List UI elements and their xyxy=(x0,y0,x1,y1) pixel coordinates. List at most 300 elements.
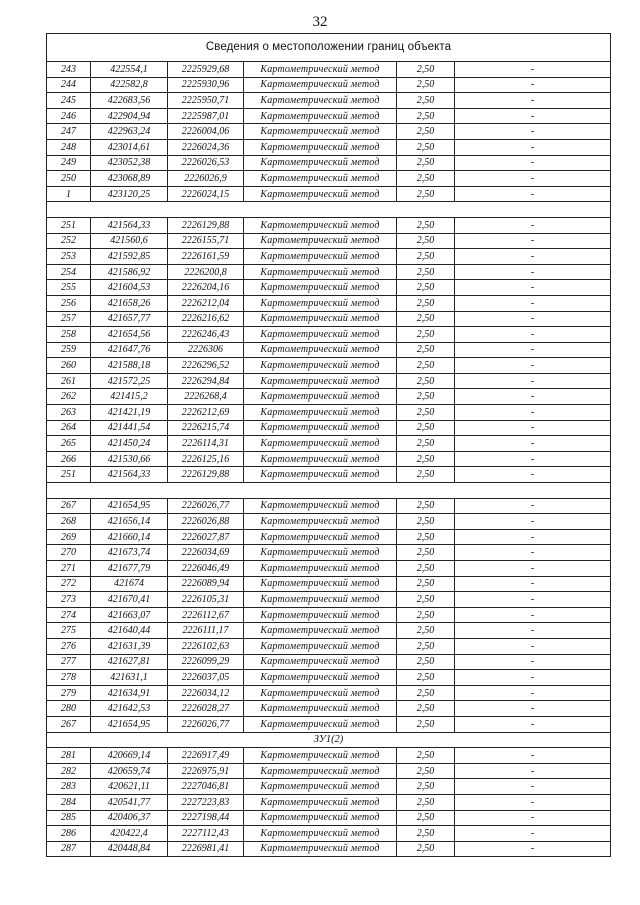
y-coordinate-cell: 2226024,36 xyxy=(168,139,244,155)
point-number-cell: 253 xyxy=(47,249,91,265)
x-coordinate-cell: 421450,24 xyxy=(91,436,168,452)
y-coordinate-cell: 2226981,41 xyxy=(168,841,244,857)
method-cell: Картометрический метод xyxy=(244,77,397,93)
precision-cell: 2,50 xyxy=(397,685,455,701)
precision-cell: 2,50 xyxy=(397,607,455,623)
x-coordinate-cell: 421654,56 xyxy=(91,327,168,343)
y-coordinate-cell: 2227223,83 xyxy=(168,794,244,810)
note-cell: - xyxy=(455,763,611,779)
x-coordinate-cell: 421674 xyxy=(91,576,168,592)
point-number-cell: 1 xyxy=(47,186,91,202)
note-cell: - xyxy=(455,498,611,514)
x-coordinate-cell: 420621,11 xyxy=(91,779,168,795)
note-cell: - xyxy=(455,62,611,78)
y-coordinate-cell: 2226212,04 xyxy=(168,295,244,311)
note-cell: - xyxy=(455,186,611,202)
table-row xyxy=(47,217,611,233)
point-number-cell: 263 xyxy=(47,405,91,421)
method-cell: Картометрический метод xyxy=(244,62,397,78)
x-coordinate-cell: 422554,1 xyxy=(91,62,168,78)
note-cell: - xyxy=(455,685,611,701)
table-row xyxy=(47,311,611,327)
table-row xyxy=(47,186,611,202)
y-coordinate-cell: 2225950,71 xyxy=(168,93,244,109)
point-number-cell: 268 xyxy=(47,514,91,530)
y-coordinate-cell: 2226268,4 xyxy=(168,389,244,405)
x-coordinate-cell: 420669,14 xyxy=(91,748,168,764)
precision-cell: 2,50 xyxy=(397,264,455,280)
y-coordinate-cell: 2226129,88 xyxy=(168,467,244,483)
note-cell: - xyxy=(455,295,611,311)
note-cell: - xyxy=(455,701,611,717)
note-cell: - xyxy=(455,451,611,467)
table-row xyxy=(47,748,611,764)
point-number-cell: 261 xyxy=(47,373,91,389)
y-coordinate-cell: 2225930,96 xyxy=(168,77,244,93)
y-coordinate-cell: 2226037,05 xyxy=(168,670,244,686)
point-number-cell: 280 xyxy=(47,701,91,717)
y-coordinate-cell: 2226294,84 xyxy=(168,373,244,389)
table-row xyxy=(47,763,611,779)
table-row xyxy=(47,373,611,389)
y-coordinate-cell: 2226111,17 xyxy=(168,623,244,639)
point-number-cell: 274 xyxy=(47,607,91,623)
precision-cell: 2,50 xyxy=(397,405,455,421)
method-cell: Картометрический метод xyxy=(244,467,397,483)
x-coordinate-cell: 421441,54 xyxy=(91,420,168,436)
note-cell: - xyxy=(455,436,611,452)
x-coordinate-cell: 421604,53 xyxy=(91,280,168,296)
point-number-cell: 248 xyxy=(47,139,91,155)
point-number-cell: 269 xyxy=(47,529,91,545)
note-cell: - xyxy=(455,779,611,795)
method-cell: Картометрический метод xyxy=(244,810,397,826)
note-cell: - xyxy=(455,607,611,623)
table-row xyxy=(47,592,611,608)
table-row xyxy=(47,77,611,93)
method-cell: Картометрический метод xyxy=(244,794,397,810)
x-coordinate-cell: 421592,85 xyxy=(91,249,168,265)
y-coordinate-cell: 2226102,63 xyxy=(168,638,244,654)
note-cell: - xyxy=(455,545,611,561)
precision-cell: 2,50 xyxy=(397,841,455,857)
method-cell: Картометрический метод xyxy=(244,623,397,639)
method-cell: Картометрический метод xyxy=(244,685,397,701)
y-coordinate-cell: 2226034,69 xyxy=(168,545,244,561)
table-row xyxy=(47,264,611,280)
y-coordinate-cell: 2226306 xyxy=(168,342,244,358)
blank-separator-row xyxy=(47,202,611,218)
x-coordinate-cell: 420448,84 xyxy=(91,841,168,857)
point-number-cell: 273 xyxy=(47,592,91,608)
y-coordinate-cell: 2226125,16 xyxy=(168,451,244,467)
method-cell: Картометрический метод xyxy=(244,358,397,374)
table-row xyxy=(47,498,611,514)
note-cell: - xyxy=(455,139,611,155)
note-cell: - xyxy=(455,155,611,171)
note-cell: - xyxy=(455,529,611,545)
y-coordinate-cell: 2227198,44 xyxy=(168,810,244,826)
precision-cell: 2,50 xyxy=(397,701,455,717)
method-cell: Картометрический метод xyxy=(244,342,397,358)
method-cell: Картометрический метод xyxy=(244,545,397,561)
table-title-row xyxy=(47,34,611,62)
point-number-cell: 244 xyxy=(47,77,91,93)
point-number-cell: 265 xyxy=(47,436,91,452)
x-coordinate-cell: 420659,74 xyxy=(91,763,168,779)
precision-cell: 2,50 xyxy=(397,561,455,577)
table-row xyxy=(47,841,611,857)
y-coordinate-cell: 2226026,9 xyxy=(168,171,244,187)
note-cell: - xyxy=(455,467,611,483)
point-number-cell: 279 xyxy=(47,685,91,701)
table-row xyxy=(47,810,611,826)
note-cell: - xyxy=(455,93,611,109)
x-coordinate-cell: 421660,14 xyxy=(91,529,168,545)
x-coordinate-cell: 421586,92 xyxy=(91,264,168,280)
point-number-cell: 283 xyxy=(47,779,91,795)
x-coordinate-cell: 421642,53 xyxy=(91,701,168,717)
table-row xyxy=(47,514,611,530)
note-cell: - xyxy=(455,217,611,233)
method-cell: Картометрический метод xyxy=(244,373,397,389)
note-cell: - xyxy=(455,280,611,296)
table-row xyxy=(47,389,611,405)
x-coordinate-cell: 421421,19 xyxy=(91,405,168,421)
x-coordinate-cell: 421654,95 xyxy=(91,498,168,514)
x-coordinate-cell: 421631,39 xyxy=(91,638,168,654)
x-coordinate-cell: 421670,41 xyxy=(91,592,168,608)
point-number-cell: 267 xyxy=(47,716,91,732)
x-coordinate-cell: 421658,26 xyxy=(91,295,168,311)
precision-cell: 2,50 xyxy=(397,171,455,187)
x-coordinate-cell: 420422,4 xyxy=(91,826,168,842)
table-row xyxy=(47,139,611,155)
point-number-cell: 245 xyxy=(47,93,91,109)
table-row xyxy=(47,233,611,249)
precision-cell: 2,50 xyxy=(397,342,455,358)
note-cell: - xyxy=(455,171,611,187)
method-cell: Картометрический метод xyxy=(244,155,397,171)
table-row xyxy=(47,701,611,717)
x-coordinate-cell: 421647,76 xyxy=(91,342,168,358)
point-number-cell: 256 xyxy=(47,295,91,311)
precision-cell: 2,50 xyxy=(397,529,455,545)
precision-cell: 2,50 xyxy=(397,389,455,405)
table-row xyxy=(47,607,611,623)
precision-cell: 2,50 xyxy=(397,93,455,109)
method-cell: Картометрический метод xyxy=(244,607,397,623)
method-cell: Картометрический метод xyxy=(244,405,397,421)
method-cell: Картометрический метод xyxy=(244,186,397,202)
method-cell: Картометрический метод xyxy=(244,701,397,717)
method-cell: Картометрический метод xyxy=(244,295,397,311)
y-coordinate-cell: 2226027,87 xyxy=(168,529,244,545)
point-number-cell: 285 xyxy=(47,810,91,826)
table-row xyxy=(47,670,611,686)
method-cell: Картометрический метод xyxy=(244,638,397,654)
point-number-cell: 287 xyxy=(47,841,91,857)
y-coordinate-cell: 2226246,43 xyxy=(168,327,244,343)
table-row xyxy=(47,794,611,810)
precision-cell: 2,50 xyxy=(397,155,455,171)
precision-cell: 2,50 xyxy=(397,451,455,467)
precision-cell: 2,50 xyxy=(397,373,455,389)
point-number-cell: 264 xyxy=(47,420,91,436)
table-row xyxy=(47,623,611,639)
table-row xyxy=(47,826,611,842)
note-cell: - xyxy=(455,638,611,654)
x-coordinate-cell: 421560,6 xyxy=(91,233,168,249)
precision-cell: 2,50 xyxy=(397,498,455,514)
x-coordinate-cell: 422904,94 xyxy=(91,108,168,124)
page-number: 32 xyxy=(312,14,328,30)
blank-separator-cell xyxy=(47,483,611,499)
method-cell: Картометрический метод xyxy=(244,233,397,249)
note-cell: - xyxy=(455,233,611,249)
note-cell: - xyxy=(455,108,611,124)
table-row xyxy=(47,93,611,109)
point-number-cell: 271 xyxy=(47,561,91,577)
precision-cell: 2,50 xyxy=(397,436,455,452)
note-cell: - xyxy=(455,420,611,436)
point-number-cell: 257 xyxy=(47,311,91,327)
y-coordinate-cell: 2226296,52 xyxy=(168,358,244,374)
point-number-cell: 262 xyxy=(47,389,91,405)
point-number-cell: 277 xyxy=(47,654,91,670)
precision-cell: 2,50 xyxy=(397,716,455,732)
point-number-cell: 252 xyxy=(47,233,91,249)
y-coordinate-cell: 2226114,31 xyxy=(168,436,244,452)
y-coordinate-cell: 2226004,06 xyxy=(168,124,244,140)
y-coordinate-cell: 2226046,49 xyxy=(168,561,244,577)
table-row xyxy=(47,561,611,577)
x-coordinate-cell: 421627,81 xyxy=(91,654,168,670)
x-coordinate-cell: 421631,1 xyxy=(91,670,168,686)
x-coordinate-cell: 423068,89 xyxy=(91,171,168,187)
y-coordinate-cell: 2226212,69 xyxy=(168,405,244,421)
x-coordinate-cell: 421564,33 xyxy=(91,217,168,233)
point-number-cell: 282 xyxy=(47,763,91,779)
y-coordinate-cell: 2226155,71 xyxy=(168,233,244,249)
x-coordinate-cell: 421656,14 xyxy=(91,514,168,530)
precision-cell: 2,50 xyxy=(397,623,455,639)
table-title: Сведения о местоположении границ объекта xyxy=(47,34,611,62)
method-cell: Картометрический метод xyxy=(244,171,397,187)
method-cell: Картометрический метод xyxy=(244,498,397,514)
table-body xyxy=(47,62,611,857)
precision-cell: 2,50 xyxy=(397,327,455,343)
precision-cell: 2,50 xyxy=(397,108,455,124)
precision-cell: 2,50 xyxy=(397,233,455,249)
method-cell: Картометрический метод xyxy=(244,670,397,686)
point-number-cell: 251 xyxy=(47,467,91,483)
note-cell: - xyxy=(455,561,611,577)
x-coordinate-cell: 421564,33 xyxy=(91,467,168,483)
method-cell: Картометрический метод xyxy=(244,592,397,608)
table-row xyxy=(47,638,611,654)
point-number-cell: 246 xyxy=(47,108,91,124)
note-cell: - xyxy=(455,514,611,530)
note-cell: - xyxy=(455,124,611,140)
precision-cell: 2,50 xyxy=(397,124,455,140)
y-coordinate-cell: 2226216,62 xyxy=(168,311,244,327)
x-coordinate-cell: 420406,37 xyxy=(91,810,168,826)
method-cell: Картометрический метод xyxy=(244,124,397,140)
note-cell: - xyxy=(455,654,611,670)
method-cell: Картометрический метод xyxy=(244,420,397,436)
table-row xyxy=(47,405,611,421)
y-coordinate-cell: 2226089,94 xyxy=(168,576,244,592)
table-row xyxy=(47,155,611,171)
table-row xyxy=(47,124,611,140)
y-coordinate-cell: 2227112,43 xyxy=(168,826,244,842)
table-row xyxy=(47,280,611,296)
section-row xyxy=(47,732,611,748)
table-row xyxy=(47,529,611,545)
precision-cell: 2,50 xyxy=(397,358,455,374)
precision-cell: 2,50 xyxy=(397,139,455,155)
method-cell: Картометрический метод xyxy=(244,561,397,577)
table-row xyxy=(47,451,611,467)
precision-cell: 2,50 xyxy=(397,670,455,686)
x-coordinate-cell: 422683,56 xyxy=(91,93,168,109)
x-coordinate-cell: 421654,95 xyxy=(91,716,168,732)
y-coordinate-cell: 2226129,88 xyxy=(168,217,244,233)
x-coordinate-cell: 421415,2 xyxy=(91,389,168,405)
point-number-cell: 276 xyxy=(47,638,91,654)
precision-cell: 2,50 xyxy=(397,638,455,654)
note-cell: - xyxy=(455,826,611,842)
note-cell: - xyxy=(455,592,611,608)
precision-cell: 2,50 xyxy=(397,545,455,561)
method-cell: Картометрический метод xyxy=(244,841,397,857)
blank-separator-cell xyxy=(47,202,611,218)
note-cell: - xyxy=(455,373,611,389)
note-cell: - xyxy=(455,576,611,592)
y-coordinate-cell: 2226215,74 xyxy=(168,420,244,436)
y-coordinate-cell: 2227046,81 xyxy=(168,779,244,795)
precision-cell: 2,50 xyxy=(397,280,455,296)
note-cell: - xyxy=(455,794,611,810)
y-coordinate-cell: 2226034,12 xyxy=(168,685,244,701)
precision-cell: 2,50 xyxy=(397,62,455,78)
x-coordinate-cell: 421530,66 xyxy=(91,451,168,467)
point-number-cell: 275 xyxy=(47,623,91,639)
point-number-cell: 255 xyxy=(47,280,91,296)
method-cell: Картометрический метод xyxy=(244,327,397,343)
precision-cell: 2,50 xyxy=(397,514,455,530)
precision-cell: 2,50 xyxy=(397,592,455,608)
y-coordinate-cell: 2226200,8 xyxy=(168,264,244,280)
y-coordinate-cell: 2225929,68 xyxy=(168,62,244,78)
point-number-cell: 259 xyxy=(47,342,91,358)
method-cell: Картометрический метод xyxy=(244,436,397,452)
point-number-cell: 284 xyxy=(47,794,91,810)
y-coordinate-cell: 2226026,77 xyxy=(168,498,244,514)
table-row xyxy=(47,436,611,452)
point-number-cell: 250 xyxy=(47,171,91,187)
precision-cell: 2,50 xyxy=(397,311,455,327)
method-cell: Картометрический метод xyxy=(244,654,397,670)
x-coordinate-cell: 423014,61 xyxy=(91,139,168,155)
note-cell: - xyxy=(455,810,611,826)
table-row xyxy=(47,685,611,701)
y-coordinate-cell: 2226975,91 xyxy=(168,763,244,779)
boundary-table-container xyxy=(46,33,610,857)
note-cell: - xyxy=(455,748,611,764)
y-coordinate-cell: 2226204,16 xyxy=(168,280,244,296)
note-cell: - xyxy=(455,77,611,93)
point-number-cell: 278 xyxy=(47,670,91,686)
point-number-cell: 251 xyxy=(47,217,91,233)
y-coordinate-cell: 2225987,01 xyxy=(168,108,244,124)
table-row xyxy=(47,467,611,483)
table-row xyxy=(47,249,611,265)
precision-cell: 2,50 xyxy=(397,249,455,265)
precision-cell: 2,50 xyxy=(397,77,455,93)
method-cell: Картометрический метод xyxy=(244,716,397,732)
method-cell: Картометрический метод xyxy=(244,529,397,545)
point-number-cell: 260 xyxy=(47,358,91,374)
method-cell: Картометрический метод xyxy=(244,249,397,265)
x-coordinate-cell: 421588,18 xyxy=(91,358,168,374)
y-coordinate-cell: 2226026,53 xyxy=(168,155,244,171)
note-cell: - xyxy=(455,358,611,374)
table-row xyxy=(47,327,611,343)
point-number-cell: 286 xyxy=(47,826,91,842)
note-cell: - xyxy=(455,405,611,421)
precision-cell: 2,50 xyxy=(397,794,455,810)
table-row xyxy=(47,779,611,795)
x-coordinate-cell: 421673,74 xyxy=(91,545,168,561)
table-row xyxy=(47,342,611,358)
x-coordinate-cell: 421657,77 xyxy=(91,311,168,327)
table-row xyxy=(47,716,611,732)
x-coordinate-cell: 421663,07 xyxy=(91,607,168,623)
x-coordinate-cell: 421572,25 xyxy=(91,373,168,389)
note-cell: - xyxy=(455,389,611,405)
point-number-cell: 258 xyxy=(47,327,91,343)
precision-cell: 2,50 xyxy=(397,420,455,436)
note-cell: - xyxy=(455,249,611,265)
point-number-cell: 243 xyxy=(47,62,91,78)
note-cell: - xyxy=(455,311,611,327)
method-cell: Картометрический метод xyxy=(244,451,397,467)
note-cell: - xyxy=(455,841,611,857)
table-row xyxy=(47,62,611,78)
method-cell: Картометрический метод xyxy=(244,264,397,280)
point-number-cell: 281 xyxy=(47,748,91,764)
method-cell: Картометрический метод xyxy=(244,280,397,296)
precision-cell: 2,50 xyxy=(397,654,455,670)
section-label: ЗУ1(2) xyxy=(47,732,611,748)
point-number-cell: 267 xyxy=(47,498,91,514)
y-coordinate-cell: 2226026,88 xyxy=(168,514,244,530)
point-number-cell: 266 xyxy=(47,451,91,467)
point-number-cell: 254 xyxy=(47,264,91,280)
x-coordinate-cell: 423052,38 xyxy=(91,155,168,171)
method-cell: Картометрический метод xyxy=(244,514,397,530)
method-cell: Картометрический метод xyxy=(244,93,397,109)
note-cell: - xyxy=(455,670,611,686)
precision-cell: 2,50 xyxy=(397,810,455,826)
x-coordinate-cell: 421677,79 xyxy=(91,561,168,577)
x-coordinate-cell: 420541,77 xyxy=(91,794,168,810)
x-coordinate-cell: 422582,8 xyxy=(91,77,168,93)
method-cell: Картометрический метод xyxy=(244,389,397,405)
blank-separator-row xyxy=(47,483,611,499)
